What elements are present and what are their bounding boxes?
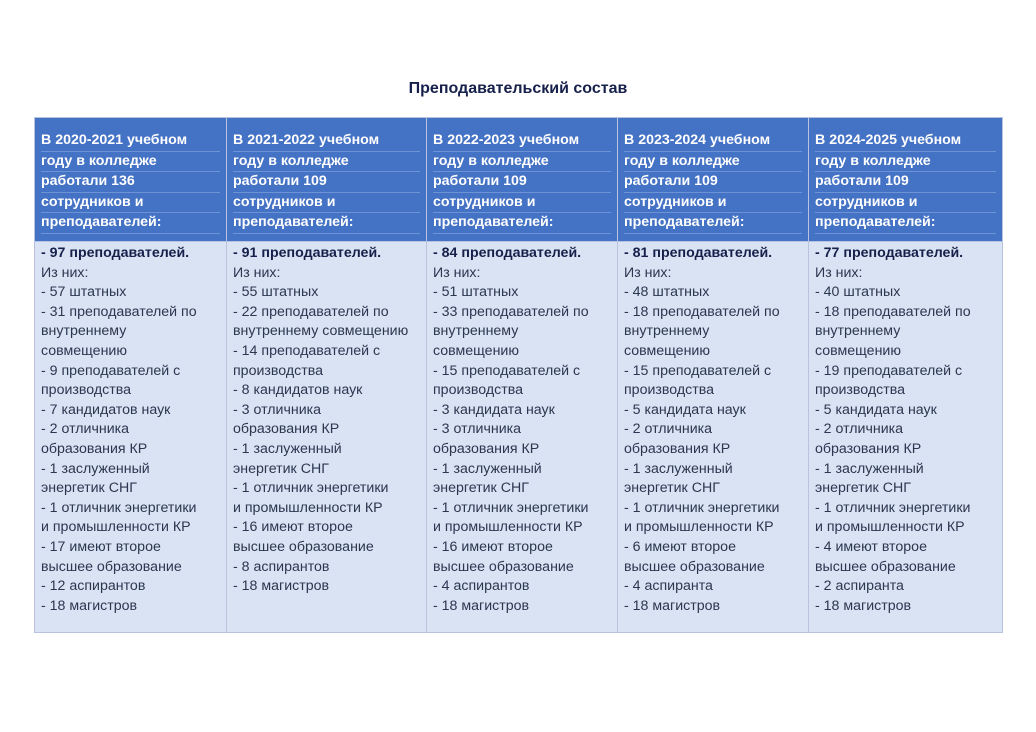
list-item: внутреннему	[624, 323, 710, 340]
list-item: внутреннему	[815, 323, 901, 340]
list-item: - 15 преподавателей с	[433, 362, 581, 379]
list-item: - 48 штатных	[624, 284, 710, 301]
list-item: - 4 имеют второе	[815, 538, 927, 555]
list-item: внутреннему	[433, 323, 519, 340]
list-item: совмещению	[41, 342, 127, 359]
list-item: - 8 аспирантов	[233, 558, 330, 575]
list-item: - 15 преподавателей с	[624, 362, 772, 379]
list-item: - 4 аспиранта	[624, 578, 713, 595]
list-item: совмещению	[815, 342, 901, 359]
list-item: - 17 имеют второе	[41, 538, 161, 555]
header-line: году в колледже	[41, 152, 220, 173]
list-item: - 18 магистров	[624, 597, 721, 614]
header-cell-2023	[618, 118, 809, 242]
list-item: - 51 штатных	[433, 284, 519, 301]
list-item: высшее образование	[624, 558, 765, 575]
list-item: образования КР	[41, 440, 148, 457]
list-item: - 18 магистров	[41, 597, 138, 614]
header-line: работали 109	[233, 172, 420, 193]
header-line: В 2024-2025 учебном	[815, 131, 996, 152]
list-item: - 40 штатных	[815, 284, 901, 301]
list-item: - 1 отличник энергетики	[233, 480, 389, 497]
body-cell-2023	[618, 242, 809, 633]
header-line: В 2023-2024 учебном	[624, 131, 802, 152]
header-row	[35, 118, 1003, 242]
list-item: - 1 заслуженный	[233, 440, 342, 457]
list-item: - 16 имеют второе	[233, 519, 353, 536]
list-item: внутреннему совмещению	[233, 323, 409, 340]
header-line: преподавателей:	[433, 213, 611, 234]
header-line: работали 109	[815, 172, 996, 193]
header-line: преподавателей:	[233, 213, 420, 234]
list-item: производства	[233, 362, 323, 379]
list-item: - 18 магистров	[815, 597, 912, 614]
list-item: высшее образование	[233, 538, 374, 555]
page-title: Преподавательский состав	[408, 80, 628, 97]
list-item: образования КР	[624, 440, 731, 457]
list-item: образования КР	[433, 440, 540, 457]
header-line: В 2020-2021 учебном	[41, 131, 220, 152]
list-item: - 18 магистров	[433, 597, 530, 614]
list-item: - 18 преподавателей по	[624, 303, 780, 320]
header-cell-2024	[809, 118, 1003, 242]
list-item: и промышленности КР	[233, 499, 383, 516]
body-cell-2021	[227, 242, 427, 633]
body-cell-2020	[35, 242, 227, 633]
list-item: - 19 преподавателей с	[815, 362, 963, 379]
list-item: и промышленности КР	[433, 519, 583, 536]
list-item: образования КР	[815, 440, 922, 457]
header-cell-2020	[35, 118, 227, 242]
list-item: - 3 кандидата наук	[433, 401, 555, 418]
teacher-total: - 91 преподавателей.	[233, 245, 382, 261]
header-line: работали 136	[41, 172, 220, 193]
list-item: - 2 отличника	[624, 421, 713, 438]
list-item: - 1 заслуженный	[433, 460, 542, 477]
list-item: внутреннему	[41, 323, 127, 340]
header-line: сотрудников и	[41, 193, 220, 214]
list-item: - 1 отличник энергетики	[433, 499, 589, 516]
body-cell-2024	[809, 242, 1003, 633]
list-item: - 12 аспирантов	[41, 578, 146, 595]
header-line: В 2021-2022 учебном	[233, 131, 420, 152]
list-item: - 8 кандидатов наук	[233, 382, 363, 399]
list-item: высшее образование	[815, 558, 956, 575]
list-item: - 14 преподавателей с	[233, 342, 381, 359]
list-item: Из них:	[41, 264, 89, 281]
list-item: и промышленности КР	[41, 519, 191, 536]
list-item: - 1 заслуженный	[624, 460, 733, 477]
list-item: совмещению	[433, 342, 519, 359]
list-item: - 1 заслуженный	[815, 460, 924, 477]
list-item: - 5 кандидата наук	[624, 401, 746, 418]
header-line: году в колледже	[233, 152, 420, 173]
list-item: Из них:	[624, 264, 672, 281]
list-item: - 2 отличника	[815, 421, 904, 438]
header-line: сотрудников и	[815, 193, 996, 214]
list-item: - 4 аспирантов	[433, 578, 530, 595]
list-item: высшее образование	[433, 558, 574, 575]
list-item: и промышленности КР	[624, 519, 774, 536]
teacher-total: - 97 преподавателей.	[41, 245, 190, 261]
staff-table	[34, 117, 1003, 633]
list-item: - 33 преподавателей по	[433, 303, 589, 320]
header-line: сотрудников и	[433, 193, 611, 214]
header-line: преподавателей:	[41, 213, 220, 234]
header-line: году в колледже	[433, 152, 611, 173]
list-item: - 2 отличника	[41, 421, 130, 438]
header-cell-2021	[227, 118, 427, 242]
list-item: - 7 кандидатов наук	[41, 401, 171, 418]
list-item: энергетик СНГ	[233, 460, 329, 477]
list-item: производства	[433, 382, 523, 399]
body-cell-2022	[427, 242, 618, 633]
teacher-total: - 84 преподавателей.	[433, 245, 582, 261]
list-item: - 1 отличник энергетики	[815, 499, 971, 516]
header-line: сотрудников и	[624, 193, 802, 214]
list-item: - 1 отличник энергетики	[41, 499, 197, 516]
list-item: - 18 преподавателей по	[815, 303, 971, 320]
header-line: В 2022-2023 учебном	[433, 131, 611, 152]
list-item: - 22 преподавателей по	[233, 303, 389, 320]
list-item: - 3 отличника	[233, 401, 322, 418]
list-item: - 9 преподавателей с	[41, 362, 181, 379]
list-item: энергетик СНГ	[41, 480, 137, 497]
list-item: совмещению	[624, 342, 710, 359]
list-item: энергетик СНГ	[624, 480, 720, 497]
header-line: году в колледже	[624, 152, 802, 173]
list-item: - 6 имеют второе	[624, 538, 736, 555]
header-line: преподавателей:	[815, 213, 996, 234]
list-item: производства	[624, 382, 714, 399]
list-item: - 5 кандидата наук	[815, 401, 937, 418]
list-item: производства	[41, 382, 131, 399]
teacher-total: - 81 преподавателей.	[624, 245, 773, 261]
list-item: - 31 преподавателей по	[41, 303, 197, 320]
header-cell-2022	[427, 118, 618, 242]
list-item: - 18 магистров	[233, 578, 330, 595]
list-item: - 1 заслуженный	[41, 460, 150, 477]
list-item: высшее образование	[41, 558, 182, 575]
header-line: году в колледже	[815, 152, 996, 173]
list-item: Из них:	[433, 264, 481, 281]
header-line: преподавателей:	[624, 213, 802, 234]
list-item: энергетик СНГ	[815, 480, 911, 497]
list-item: - 1 отличник энергетики	[624, 499, 780, 516]
list-item: - 57 штатных	[41, 284, 127, 301]
header-line: сотрудников и	[233, 193, 420, 214]
teacher-total: - 77 преподавателей.	[815, 245, 964, 261]
header-line: работали 109	[624, 172, 802, 193]
list-item: образования КР	[233, 421, 340, 438]
body-row	[35, 242, 1003, 633]
list-item: - 2 аспиранта	[815, 578, 904, 595]
list-item: и промышленности КР	[815, 519, 965, 536]
list-item: - 3 отличника	[433, 421, 522, 438]
list-item: Из них:	[233, 264, 281, 281]
list-item: - 16 имеют второе	[433, 538, 553, 555]
list-item: Из них:	[815, 264, 863, 281]
list-item: - 55 штатных	[233, 284, 319, 301]
header-line: работали 109	[433, 172, 611, 193]
list-item: производства	[815, 382, 905, 399]
list-item: энергетик СНГ	[433, 480, 529, 497]
